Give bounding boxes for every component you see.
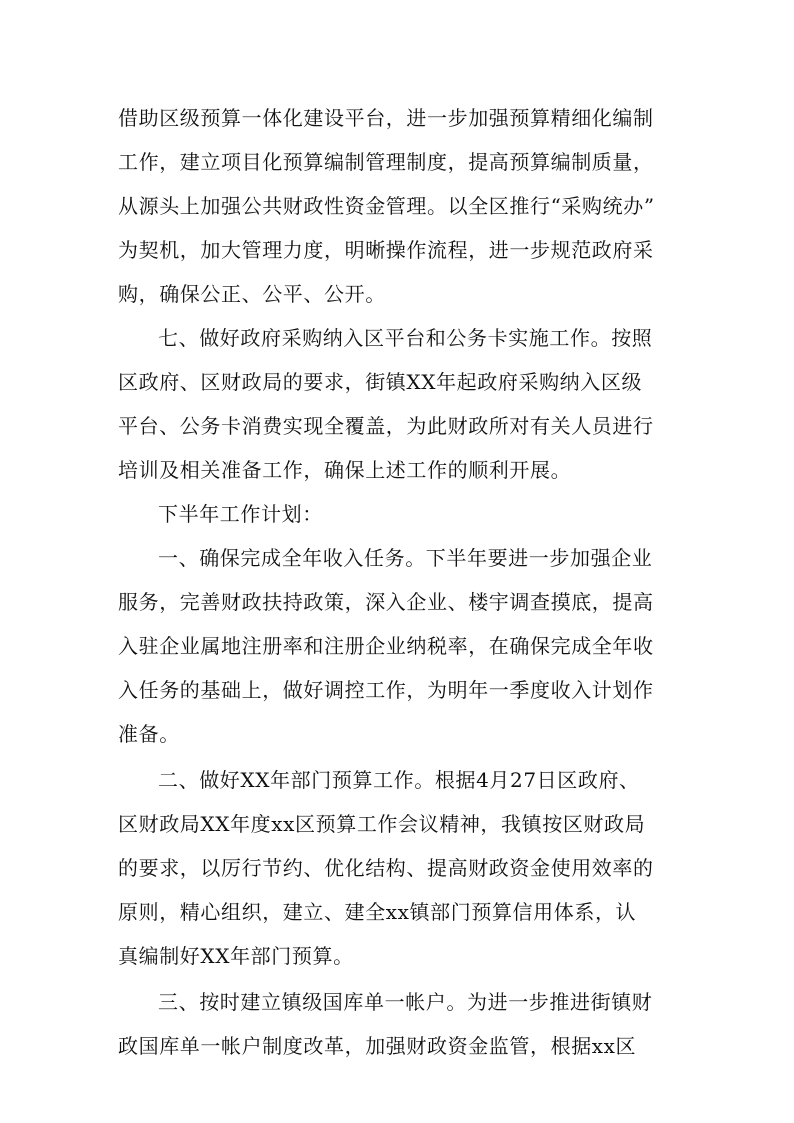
text-line: 购，确保公正、公平、公开。 [118,282,386,306]
text-line: 培训及相关准备工作，确保上述工作的顺利开展。 [118,458,572,482]
text-line: 二、做好XX年部门预算工作。根据4月27日区政府、 [158,768,640,792]
text-line: 区财政局XX年度xx区预算工作会议精神，我镇按区财政局 [118,812,646,836]
text-line: 准备。 [118,722,180,746]
text-line: 工作，建立项目化预算编制管理制度，提高预算编制质量， [118,150,654,174]
text-line: 三、按时建立镇级国库单一帐户。为进一步推进街镇财 [158,990,653,1014]
text-line: 为契机，加大管理力度，明晰操作流程，进一步规范政府采 [118,238,654,262]
text-line: 从源头上加强公共财政性资金管理。以全区推行“采购统办” [118,194,655,218]
text-line: 真编制好XX年部门预算。 [118,944,354,968]
text-line: 入驻企业属地注册率和注册企业纳税率，在确保完成全年收 [118,634,654,658]
text-line: 七、做好政府采购纳入区平台和公务卡实施工作。按照 [158,326,653,350]
text-line: 借助区级预算一体化建设平台，进一步加强预算精细化编制 [118,106,654,130]
text-line: 区政府、区财政局的要求，街镇XX年起政府采购纳入区级 [118,370,643,394]
text-line: 一、确保完成全年收入任务。下半年要进一步加强企业 [158,546,653,570]
text-line: 入任务的基础上，做好调控工作，为明年一季度收入计划作 [118,678,654,702]
text-line: 原则，精心组织，建立、建全xx镇部门预算信用体系，认 [118,900,637,924]
text-line: 平台、公务卡消费实现全覆盖，为此财政所对有关人员进行 [118,414,654,438]
text-line: 服务，完善财政扶持政策，深入企业、楼宇调查摸底，提高 [118,590,654,614]
section-heading: 下半年工作计划： [158,502,323,526]
text-line: 政国库单一帐户制度改革，加强财政资金监管，根据xx区 [118,1034,637,1058]
text-line: 的要求，以厉行节约、优化结构、提高财政资金使用效率的 [118,856,654,880]
